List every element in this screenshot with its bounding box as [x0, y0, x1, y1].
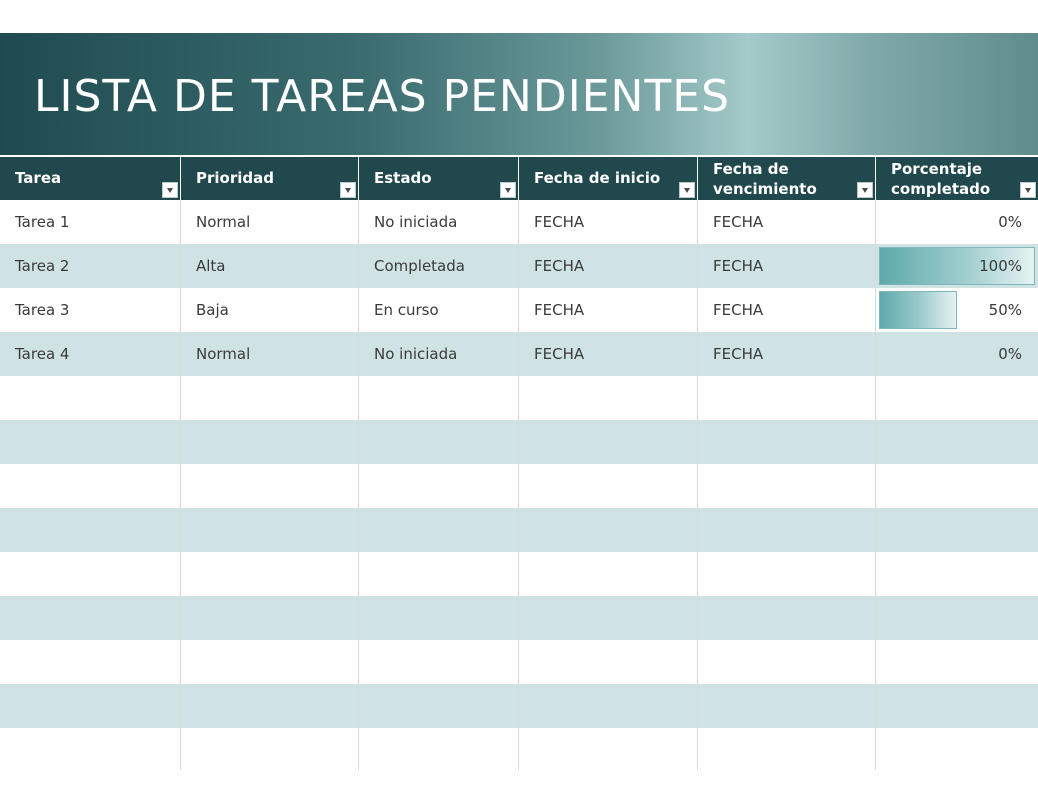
column-header-label: Prioridad	[196, 169, 274, 187]
empty-cell[interactable]	[181, 640, 358, 684]
empty-cell[interactable]	[698, 464, 875, 508]
empty-cell[interactable]	[519, 596, 697, 640]
cell-porcentaje[interactable]	[876, 200, 1038, 244]
empty-cell[interactable]	[876, 640, 1038, 684]
table-row	[0, 200, 1038, 244]
empty-table-row	[0, 552, 1038, 596]
cell-prioridad[interactable]: Alta	[196, 257, 226, 275]
table-row	[0, 288, 1038, 332]
empty-cell[interactable]	[181, 728, 358, 772]
column-header-label: Fecha de inicio	[534, 169, 661, 187]
empty-cell[interactable]	[181, 684, 358, 728]
empty-cell[interactable]	[698, 508, 875, 552]
percent-value: 50%	[988, 301, 1022, 319]
cell-vencimiento[interactable]: FECHA	[713, 345, 764, 363]
empty-cell[interactable]	[359, 508, 518, 552]
page-title: LISTA DE TAREAS PENDIENTES	[34, 71, 731, 122]
empty-cell[interactable]	[519, 464, 697, 508]
column-divider	[358, 200, 359, 770]
empty-cell[interactable]	[181, 596, 358, 640]
empty-cell[interactable]	[519, 376, 697, 420]
empty-cell[interactable]	[698, 684, 875, 728]
filter-dropdown-icon[interactable]	[500, 182, 516, 198]
column-header-label	[891, 159, 990, 196]
column-header-label-line1: Fecha de	[713, 160, 789, 178]
empty-cell[interactable]	[181, 552, 358, 596]
cell-prioridad[interactable]: Baja	[196, 301, 229, 319]
cell-estado[interactable]: No iniciada	[374, 345, 458, 363]
empty-cell[interactable]	[0, 376, 180, 420]
empty-cell[interactable]	[519, 552, 697, 596]
filter-dropdown-icon[interactable]	[340, 182, 356, 198]
cell-estado[interactable]: En curso	[374, 301, 439, 319]
empty-cell[interactable]	[519, 508, 697, 552]
empty-cell[interactable]	[698, 640, 875, 684]
empty-cell[interactable]	[0, 684, 180, 728]
column-header-estado	[359, 157, 518, 200]
empty-cell[interactable]	[876, 684, 1038, 728]
empty-cell[interactable]	[698, 552, 875, 596]
cell-vencimiento[interactable]: FECHA	[713, 301, 764, 319]
cell-prioridad[interactable]: Normal	[196, 345, 251, 363]
column-divider	[697, 200, 698, 770]
empty-cell[interactable]	[876, 728, 1038, 772]
percent-value: 0%	[998, 213, 1022, 231]
percent-value: 0%	[998, 345, 1022, 363]
column-header-fecha-vencimiento	[698, 157, 875, 200]
cell-porcentaje[interactable]	[876, 288, 1038, 332]
title-banner	[0, 33, 1038, 155]
column-header-prioridad	[181, 157, 358, 200]
cell-tarea[interactable]: Tarea 4	[15, 345, 70, 363]
empty-cell[interactable]	[876, 552, 1038, 596]
table-row	[0, 244, 1038, 288]
empty-cell[interactable]	[359, 464, 518, 508]
empty-table-row	[0, 420, 1038, 464]
empty-cell[interactable]	[181, 464, 358, 508]
table-header-row	[0, 157, 1038, 200]
empty-cell[interactable]	[876, 508, 1038, 552]
empty-cell[interactable]	[0, 552, 180, 596]
percent-value: 100%	[979, 257, 1022, 275]
column-header-porcentaje	[876, 157, 1038, 200]
empty-cell[interactable]	[698, 728, 875, 772]
cell-inicio[interactable]: FECHA	[534, 213, 585, 231]
empty-table-row	[0, 508, 1038, 552]
filter-dropdown-icon[interactable]	[1020, 182, 1036, 198]
filter-dropdown-icon[interactable]	[679, 182, 695, 198]
empty-cell[interactable]	[519, 728, 697, 772]
column-header-tarea	[0, 157, 180, 200]
cell-estado[interactable]: No iniciada	[374, 213, 458, 231]
empty-cell[interactable]	[0, 464, 180, 508]
empty-cell[interactable]	[519, 684, 697, 728]
column-header-label-line1: Porcentaje	[891, 160, 983, 178]
empty-cell[interactable]	[876, 596, 1038, 640]
cell-vencimiento[interactable]: FECHA	[713, 257, 764, 275]
cell-tarea[interactable]: Tarea 1	[15, 213, 70, 231]
empty-cell[interactable]	[181, 420, 358, 464]
empty-cell[interactable]	[181, 508, 358, 552]
empty-cell[interactable]	[359, 728, 518, 772]
empty-cell[interactable]	[359, 376, 518, 420]
column-divider	[518, 200, 519, 770]
column-header-fecha-inicio	[519, 157, 697, 200]
column-header-label: Tarea	[15, 169, 62, 187]
progress-bar	[879, 291, 957, 329]
column-divider	[875, 200, 876, 770]
cell-tarea[interactable]: Tarea 2	[15, 257, 70, 275]
column-header-label-line2: vencimiento	[713, 180, 817, 198]
empty-cell[interactable]	[359, 420, 518, 464]
empty-cell[interactable]	[359, 552, 518, 596]
cell-tarea[interactable]: Tarea 3	[15, 301, 70, 319]
empty-cell[interactable]	[181, 376, 358, 420]
filter-dropdown-icon[interactable]	[857, 182, 873, 198]
column-header-label	[713, 159, 817, 196]
empty-table-row	[0, 464, 1038, 508]
empty-table-row	[0, 728, 1038, 772]
empty-cell[interactable]	[359, 640, 518, 684]
cell-inicio[interactable]: FECHA	[534, 257, 585, 275]
empty-cell[interactable]	[519, 640, 697, 684]
empty-cell[interactable]	[876, 464, 1038, 508]
empty-cell[interactable]	[698, 420, 875, 464]
empty-cell[interactable]	[0, 508, 180, 552]
empty-table-row	[0, 376, 1038, 420]
cell-porcentaje[interactable]	[876, 332, 1038, 376]
empty-cell[interactable]	[698, 596, 875, 640]
empty-cell[interactable]	[359, 684, 518, 728]
empty-table-row	[0, 596, 1038, 640]
empty-cell[interactable]	[0, 420, 180, 464]
empty-cell[interactable]	[359, 596, 518, 640]
empty-cell[interactable]	[519, 420, 697, 464]
table-row	[0, 332, 1038, 376]
empty-cell[interactable]	[876, 420, 1038, 464]
empty-table-row	[0, 640, 1038, 684]
empty-cell[interactable]	[0, 640, 180, 684]
column-header-label-line2: completado	[891, 180, 991, 198]
cell-prioridad[interactable]: Normal	[196, 213, 251, 231]
cell-vencimiento[interactable]: FECHA	[713, 213, 764, 231]
column-divider	[180, 200, 181, 770]
cell-porcentaje[interactable]	[876, 244, 1038, 288]
empty-table-row	[0, 684, 1038, 728]
empty-cell[interactable]	[698, 376, 875, 420]
cell-inicio[interactable]: FECHA	[534, 301, 585, 319]
cell-estado[interactable]: Completada	[374, 257, 465, 275]
empty-cell[interactable]	[876, 376, 1038, 420]
filter-dropdown-icon[interactable]	[162, 182, 178, 198]
empty-cell[interactable]	[0, 596, 180, 640]
empty-cell[interactable]	[0, 728, 180, 772]
cell-inicio[interactable]: FECHA	[534, 345, 585, 363]
column-header-label: Estado	[374, 169, 432, 187]
